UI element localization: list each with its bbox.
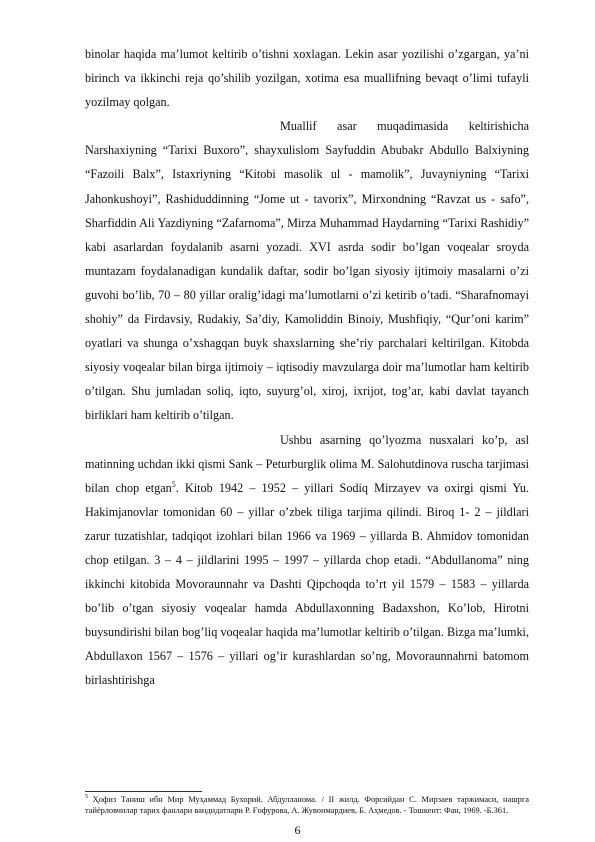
footnote [85, 794, 529, 816]
page-number: 6 [294, 823, 301, 837]
footnote-number: 5 [85, 794, 88, 801]
footnote-reference[interactable]: 5 [171, 479, 176, 489]
document-body [85, 42, 529, 693]
paragraph-manuscripts [85, 428, 529, 693]
paragraph-sources: Muallif asar muqadimasida keltirishicha Narshaxiyning “Tarixi Buxoro”, shayxulislom Sayfuddin Abubakr Abdullo Balxiyning “Fazoili Balx”, Istaxriyning “Kitobi masolik ul - mamolik”, Juvayniyning “Tarixi Jahonkushoyi”, Rashiduddinning “Jome ut - tavorix”, Mirxondning “Ravzat us - safo”, Sharfiddin Ali Yazdiyning “Zafarnoma”, Mirza Muhammad Haydarning “Tarixi Rashidiy” kabi asarlardan foydalanib asarni yozadi. XVI asrda sodir bo’lgan voqealar sroyda muntazam foydalanadigan kundalik daftar, sodir bo’lgan siyosiy ijtimoiy masalarni o’zi guvohi bo’lib, 70 – 80 yillar oralig’idagi ma’lumotlarni o’zi ketirib o’tadi. “Sharafnomayi shohiy” da Firdavsiy, Rudakiy, Sa’diy, Kamoliddin Binoiy, Mushfiqiy, “Qur’oni karim” oyatlari va shunga o’xshagqan buyk shaxslarning she’riy parchalari keltirilgan. Kitobda siyosiy voqealar bilan birga ijtimoiy – iqtisodiy mavzularga doir ma’lumotlar ham keltirib o’tilgan. Shu jumladan soliq, iqto, suyurg’ol, xiroj, ixrijot, tog’ar, kabi davlat tayanch birliklari ham keltirib o’tilgan. [85, 119, 529, 423]
footnote-divider [85, 791, 202, 792]
paragraph-manuscripts-rest: . Kitob 1942 – 1952 – yillari Sodiq Mirzayev va oxirgi qismi Yu. Hakimjanovlar tomonidan 60 – yillar o’zbek tiliga tarjima qilindi. Biroq 1- 2 – jildlari zarur tuzatishlar, tadqiqot izohlari bilan 1966 va 1969 – yillarda B. Ahmidov tomonidan chop etilgan. 3 – 4 – jildlarini 1995 – 1997 – yillarda chop etadi. “Abdullanoma” ning ikkinchi kitobida Movoraunnahr va Dashti Qipchoqda to’rt yil 1579 – 1583 – yillarda bo’lib o’tgan siyosiy voqealar hamda Abdullaxonning Badaxshon, Ko’lob, Hirotni buysundirishi bilan bog’liq voqealar haqida ma’lumotlar keltirib o’tilgan. Bizga ma’lumki, Abdullaxon 1567 – 1576 – yillari og’ir kurashlardan so’ng, Movoraunnahrni batomom birlashtirishga [85, 480, 529, 688]
paragraph-manuscripts-start: Ushbu asarning qo’lyozma nusxalari ko’p, asl matinning uchdan ikki qismi Sank – Peturburglik olima M. Salohutdinova ruscha tarjimasi bilan chop etgan [85, 432, 529, 495]
footnote-text: Ҳофиз Таниш ибн Мир Муҳаммад Бухорий. Абдулланома. / II жилд. Форсийдан С. Мирзаев таржимаси, нашрга тайёрловчилар тарих фанлари вандидатлари Р. Ғофурова, А. Жувонмардиев, Б. Аҳмедов. - Тошкент: Фан, 1969. -Б.361. [85, 795, 529, 816]
paragraph-intro: binolar haqida ma’lumot keltirib o’tishni xoxlagan. Lekin asar yozilishi o’zgargan, ya’ni birinch va ikkinchi reja qo’shilib yozilgan, xotima esa muallifning bevaqt o’limi tufayli yozilmay qolgan. [85, 47, 529, 110]
